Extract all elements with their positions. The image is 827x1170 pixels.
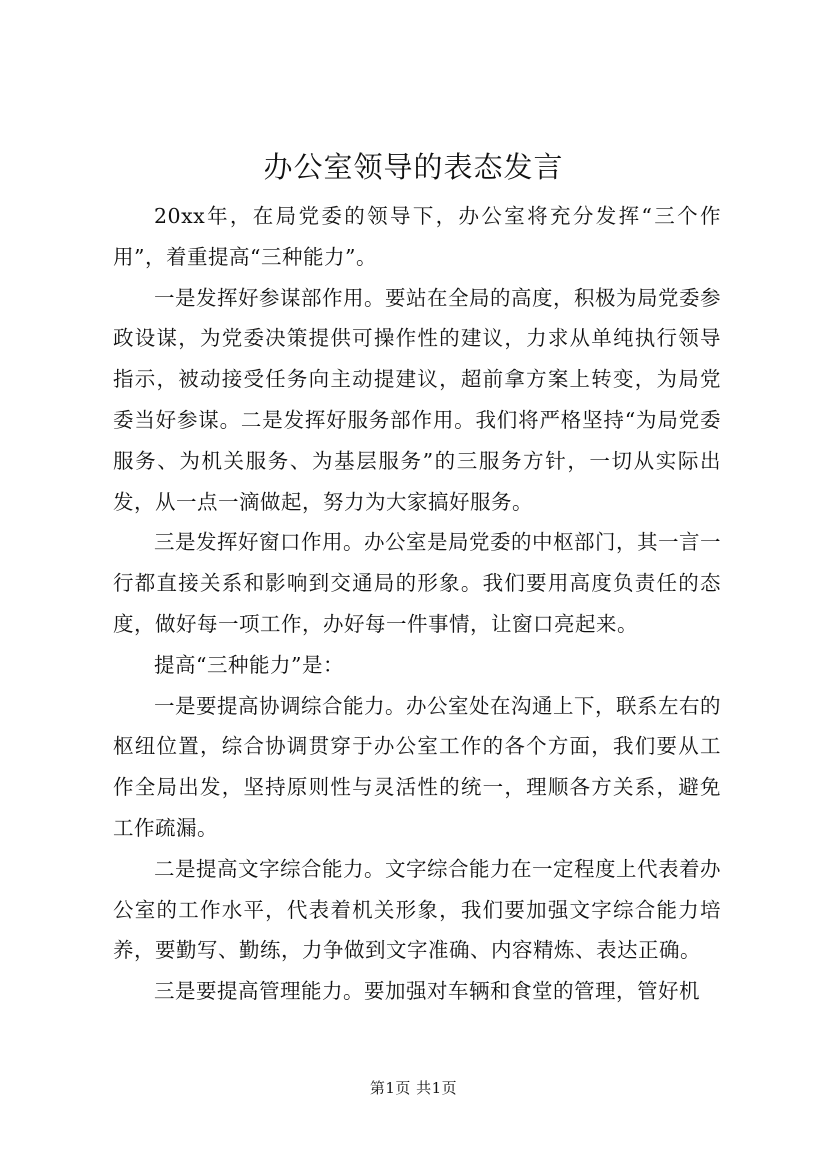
paragraph-coordination-ability: 一是要提高协调综合能力。办公室处在沟通上下，联系左右的枢纽位置，综合协调贯穿于办公室工作的各个方面，我们要从工作全局出发，坚持原则性与灵活性的统一，理顺各方关系，避免工作疏漏。 — [113, 693, 721, 840]
document-title: 办公室领导的表态发言 — [263, 150, 564, 184]
paragraph-writing-ability: 二是提高文字综合能力。文字综合能力在一定程度上代表着办公室的工作水平，代表着机关形象，我们要加强文字综合能力培养，要勤写、勤练，力争做到文字准确、内容精炼、表达正确。 — [113, 856, 721, 963]
paragraph-intro: 20xx年，在局党委的领导下，办公室将充分发挥“三个作用”，着重提高“三种能力”。 — [113, 204, 721, 269]
paragraph-window-role: 三是发挥好窗口作用。办公室是局党委的中枢部门，其一言一行都直接关系和影响到交通局的形象。我们要用高度负责任的态度，做好每一项工作，办好每一件事情，让窗口亮起来。 — [113, 530, 721, 636]
page-footer: 第1页 共1页 — [369, 1079, 458, 1097]
document-body — [113, 196, 721, 1012]
paragraph-staff-service-roles: 一是发挥好参谋部作用。要站在全局的高度，积极为局党委参政设谋，为党委决策提供可操作性的建议，力求从单纯执行领导指示，被动接受任务向主动提建议，超前拿方案上转变，为局党委当好参谋。二是发挥好服务部作用。我们将严格坚持“为局党委服务、为机关服务、为基层服务”的三服务方针，一切从实际出发，从一点一滴做起，努力为大家搞好服务。 — [113, 285, 721, 514]
paragraph-management-ability: 三是要提高管理能力。要加强对车辆和食堂的管理，管好机 — [154, 979, 700, 1004]
paragraph-three-abilities-heading: 提高“三种能力”是： — [154, 652, 344, 677]
